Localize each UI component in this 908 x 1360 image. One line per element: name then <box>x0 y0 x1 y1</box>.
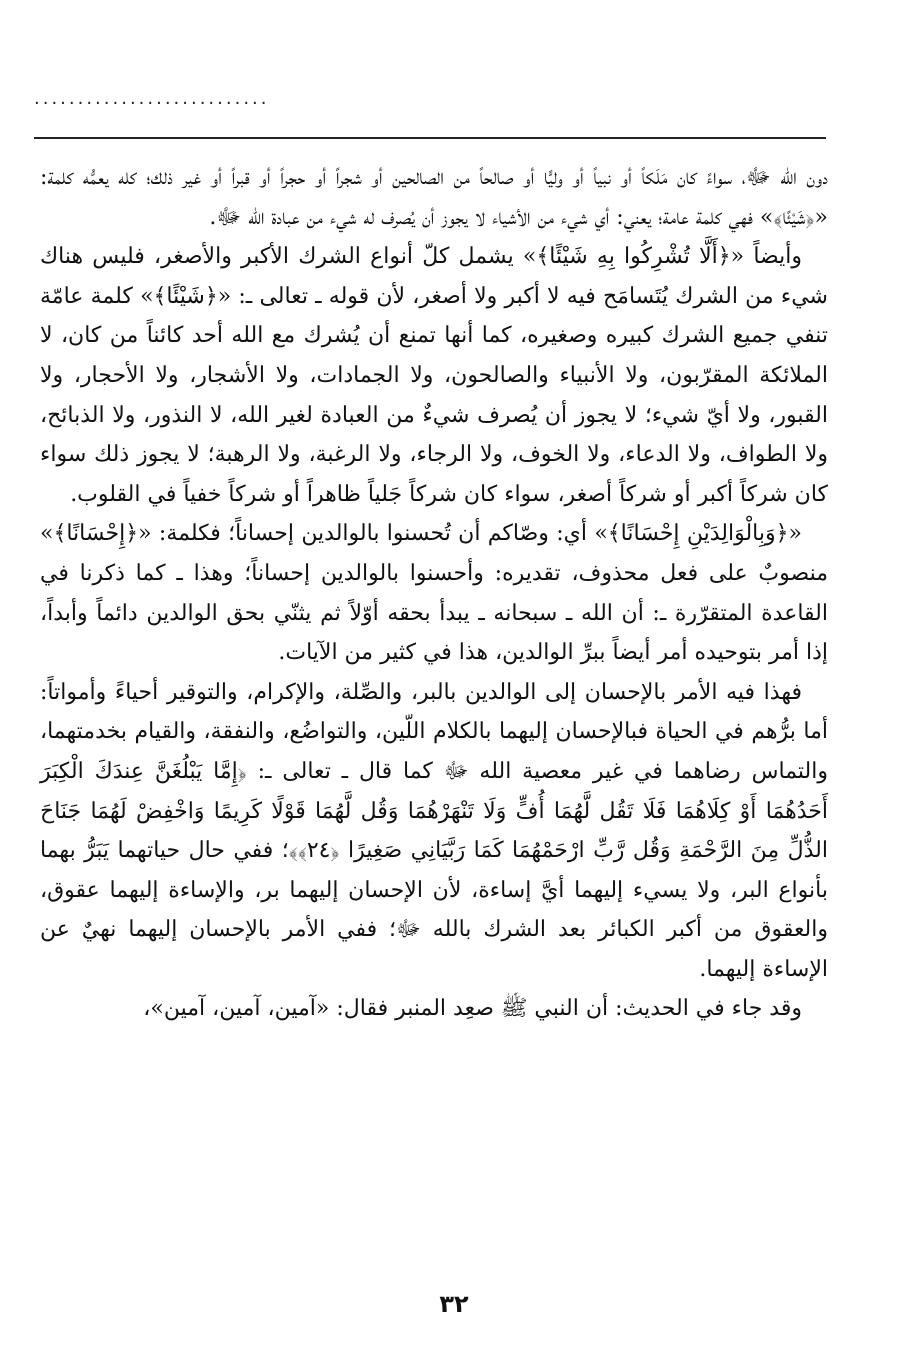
page-body <box>40 158 828 1029</box>
paragraph: فهذا فيه الأمر بالإحسان إلى الوالدين بالبر، والصِّلة، والإكرام، والتوقير أحياءً وأمواتاً: أما برُّهم في الحياة فبالإحسان إليهما بالكلام اللّين، والتواضُع، والنفقة، والقيام بخدمتهما، والتماس رضاهما في غير معصية الله ﷻ كما قال ـ تعالى ـ: ﴿إِمَّا يَبْلُغَنَّ عِندَكَ الْكِبَرَ أَحَدُهُمَا أَوْ كِلَاهُمَا فَلَا تَقُل لَّهُمَا أُفٍّ وَلَا تَنْهَرْهُمَا وَقُل لَّهُمَا قَوْلًا كَرِيمًا وَاخْفِضْ لَهُمَا جَنَاحَ الذُّلِّ مِنَ الرَّحْمَةِ وَقُل رَّبِّ ارْحَمْهُمَا كَمَا رَبَّيَانِي صَغِيرًا ﴿٢٤﴾﴾؛ ففي حال حياتهما يَبَرُّ بهما بأنواع البر، ولا يسيء إليهما أيَّ إساءة، لأن الإحسان إليهما بر، والإساءة إليهما عقوق، والعقوق من أكبر الكبائر بعد الشرك بالله ﷻ؛ ففي الأمر بالإحسان إليهما نهيٌ عن الإساءة إليهما. <box>40 679 829 982</box>
paragraph: وقد جاء في الحديث: أن النبي ﷺ صعِد المنبر فقال: «آمين، آمين، آمين»، <box>143 996 802 1022</box>
paragraph: وأيضاً «﴿أَلَّا تُشْرِكُوا بِهِ شَيْئًا﴾» يشمل كلّ أنواع الشرك الأكبر والأصغر، فليس هناك شيء من الشرك يُتَسامَح فيه لا أكبر ولا أصغر، لأن قوله ـ تعالى ـ: «﴿شَيْئًا﴾» كلمة عامّة تنفي جميع الشرك كبيره وصغيره، كما أنها تمنع أن يُشرك مع الله أحد كائناً من كان، لا الملائكة المقرّبون، ولا الأنبياء والصالحون، ولا الجمادات، ولا الأشجار، ولا الأحجار، ولا القبور، ولا أيّ شيء؛ لا يجوز أن يُصرف شيءٌ من العبادة لغير الله، لا النذور، ولا الذبائح، ولا الطواف، ولا الدعاء، ولا الخوف، ولا الرجاء، ولا الرغبة، ولا الرهبة؛ لا يجوز ذلك سواء كان شركاً أكبر أو شركاً أصغر، سواء كان شركاً جَلياً ظاهراً أو شركاً خفياً في القلوب. <box>40 244 828 507</box>
paragraph: «﴿وَبِالْوَالِدَيْنِ إِحْسَانًا﴾» أي: وصّاكم أن تُحسنوا بالوالدين إحساناً؛ فكلمة: «﴿إِحْسَانًا﴾» منصوبٌ على فعل محذوف، تقديره: وأحسنوا بالوالدين إحساناً؛ وهذا ـ كما ذكرنا في القاعدة المتقرّرة ـ: أن الله ـ سبحانه ـ يبدأ بحقه أوّلاً ثم يثنّي بحق الوالدين دائماً وأبداً، إذا أمر بتوحيده أمر أيضاً ببرِّ الوالدين، هذا في كثير من الآيات. <box>40 521 828 666</box>
header-rule <box>34 137 826 139</box>
header-dotted-line: ........................... <box>34 92 270 106</box>
paragraph-continuation: دون الله ﷻ، سواءً كان مَلَكاً أو نبياً أو وليًّا أو صالحاً من الصالحين أو شجراً أو حجراً أو قبراً أو غير ذلك؛ كله يعمُّه كلمة: «﴿شَيْئًا﴾» فهي كلمة عامة؛ يعني: أي شيء من الأشياء لا يجوز أن يُصرف له شيء من عبادة الله ﷻ. <box>40 165 828 230</box>
page-number: ٣٢ <box>439 1290 469 1318</box>
